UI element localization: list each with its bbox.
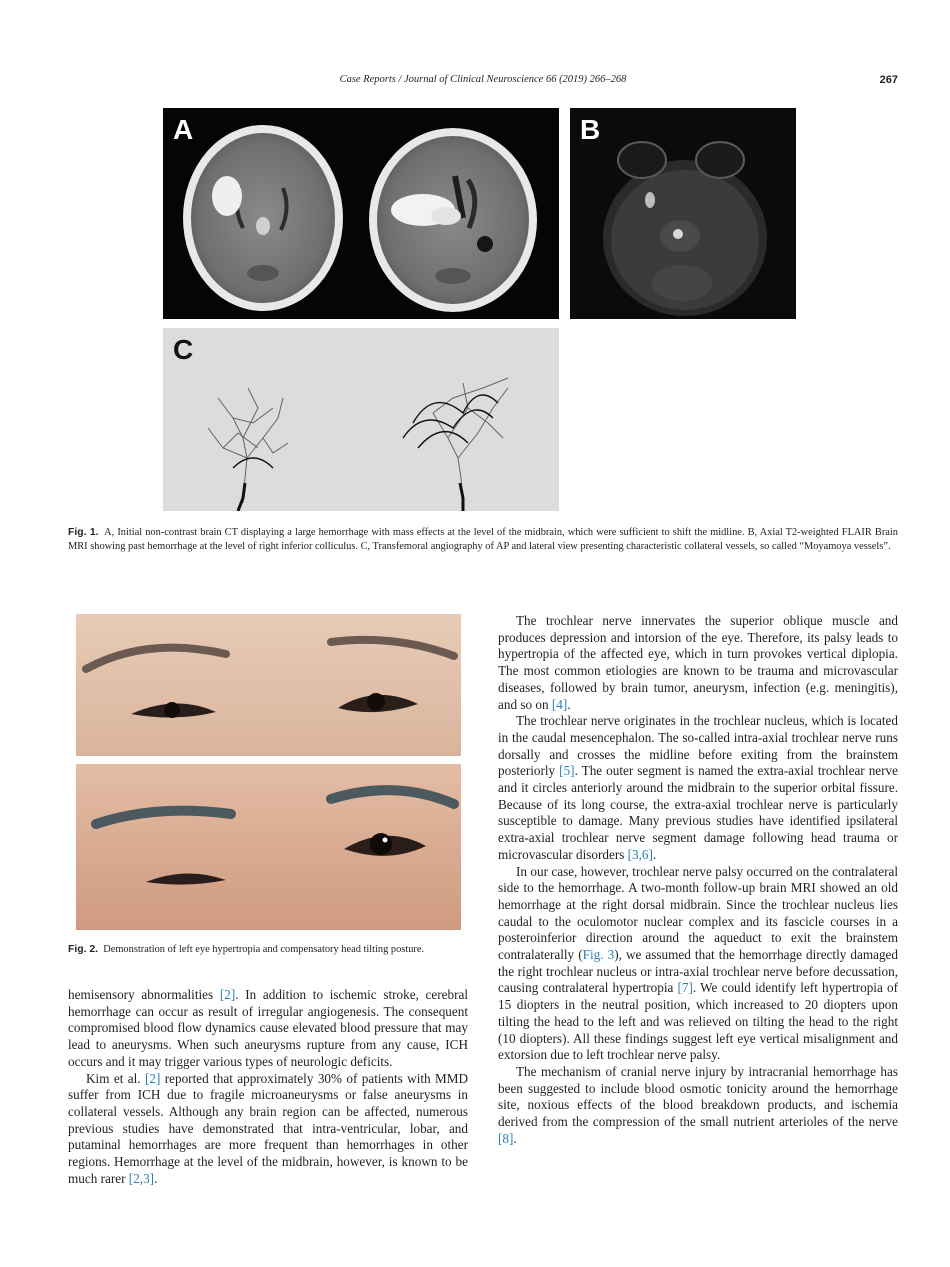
panel-label-b: B (580, 114, 601, 145)
citation-link[interactable]: [5] (559, 763, 575, 779)
figure1-panel-a-ct (163, 108, 559, 319)
figure2-photo-bottom (76, 764, 461, 930)
figure1-caption (68, 526, 898, 554)
right-paragraph-2: The trochlear nerve originates in the trochlear nucleus, which is located in the caudal mesencephalon. The so-called intra-axial trochlear nerve runs dorsally and crosses the midline before exiting from the brainstem posteriorly [5]. The outer segment is named the extra-axial trochlear nerve and it circles anteriorly around the midbrain to the superior orbital fissure. Because of its long course, the extra-axial trochlear nerve is particularly susceptible to damage. Many previous studies have identified ipsilateral extra-axial trochlear nerve segment damage following head trauma or microvascular disorders [3,6]. (498, 713, 898, 862)
citation-link[interactable]: [2,3] (128, 1170, 155, 1186)
citation-link[interactable]: [2] (144, 1070, 161, 1086)
citation-link[interactable]: [2] (219, 987, 236, 1002)
running-header (68, 74, 898, 90)
figure1-caption-label: Fig. 1. (68, 527, 99, 538)
left-column-text (68, 987, 468, 1187)
figure1-panel-c-angiography (163, 328, 559, 511)
mri-image (570, 108, 796, 319)
panel-label-a: A (173, 114, 194, 145)
figure2-caption-label: Fig. 2. (68, 944, 99, 955)
eyes-tilted-photo (76, 764, 461, 930)
citation-link[interactable]: [8] (498, 1130, 514, 1146)
page-number: 267 (879, 74, 898, 86)
figure2-caption-text: Demonstration of left eye hypertropia and compensatory head tilting posture. (103, 944, 425, 955)
angiography-image (163, 328, 559, 511)
citation-link[interactable]: [7] (677, 980, 693, 996)
figure1-panel-b-mri (570, 108, 796, 319)
right-paragraph-1: The trochlear nerve innervates the superior oblique muscle and produces depression and intorsion of the eye. Therefore, its palsy leads to hypertropia of the affected eye, which in turn provokes vertical diplopia. The most common etiologies are known to be trauma and microvascular diseases, followed by brain tumor, aneurysm, infection (e.g. meningitis), and so on [4]. (498, 613, 898, 712)
figure1-caption-text: A, Initial non-contrast brain CT displaying a large hemorrhage with mass effects at the level of the midbrain, which were sufficient to shift the midline. B, Axial T2-weighted FLAIR Brain MRI showing past hemorrhage at the level of right inferior colliculus. C, Transfemoral angiography of AP and lateral view presenting characteristic collateral vessels, so called “Moyamoya vessels”. (68, 527, 898, 552)
figure2-caption (68, 943, 468, 957)
journal-citation: Case Reports / Journal of Clinical Neuroscience 66 (2019) 266–268 (339, 74, 627, 85)
right-column-text (498, 613, 898, 1148)
right-paragraph-3: In our case, however, trochlear nerve palsy occurred on the contralateral side to the hemorrhage. A two-month follow-up brain MRI showed an old hemorrhage at the right dorsal midbrain. Since the trochlear nucleus lies caudal to the oculomotor nuclear complex and its fascicle courses in a posteroinferior direction around the aqueduct to exit the brainstem contralaterally (Fig. 3), we assumed that the hemorrhage directly damaged the right trochlear nucleus or intra-axial trochlear nerve before decussation, causing contralateral hypertropia [7]. We could identify left hypertropia of 15 diopters in the neutral position, which increased to 20 diopters upon tilting the head to the left and was relieved on tilting the head to the right (10 diopters). All these findings suggest left eye vertical misalignment and extorsion due to left trochlear nerve palsy. (498, 863, 899, 1063)
panel-label-c: C (173, 334, 194, 365)
right-paragraph-4: The mechanism of cranial nerve injury by intracranial hemorrhage has been suggested to include blood osmotic tonicity around the hemorrhage site, noxious effects of the blood breakdown products, and ischemia derived from the compression of the small nutrient arterioles of the nerve [8]. (498, 1063, 898, 1146)
left-paragraph-2: Kim et al. [2] reported that approximately 30% of patients with MMD suffer from ICH due to fragile microaneurysms or false aneurysms in collateral vessels. Although any brain region can be affected, numerous previous studies have demonstrated that intra-ventricular, lobar, and putaminal hemorrhages are more frequent than hemorrhages in other regions. Hemorrhage at the level of the midbrain, however, is known to be much rarer [2,3]. (68, 1070, 468, 1186)
eyes-neutral-photo (76, 614, 461, 756)
left-paragraph-1: hemisensory abnormalities [2]. In addition to ischemic stroke, cerebral hemorrhage can occur as result of irregular angiogenesis. The consequent compromised blood flow dynamics cause elevated blood pressure that may lead to aneurysms. When such aneurysms rupture from any cause, ICH occurs and it may trigger various types of neurologic deficits. (68, 987, 468, 1069)
citation-link[interactable]: [4] (551, 696, 568, 712)
figure2-photo-top (76, 614, 461, 756)
ct-scan-image (163, 108, 559, 319)
citation-link[interactable]: [3,6] (627, 846, 653, 862)
citation-link[interactable]: Fig. 3 (582, 947, 615, 963)
